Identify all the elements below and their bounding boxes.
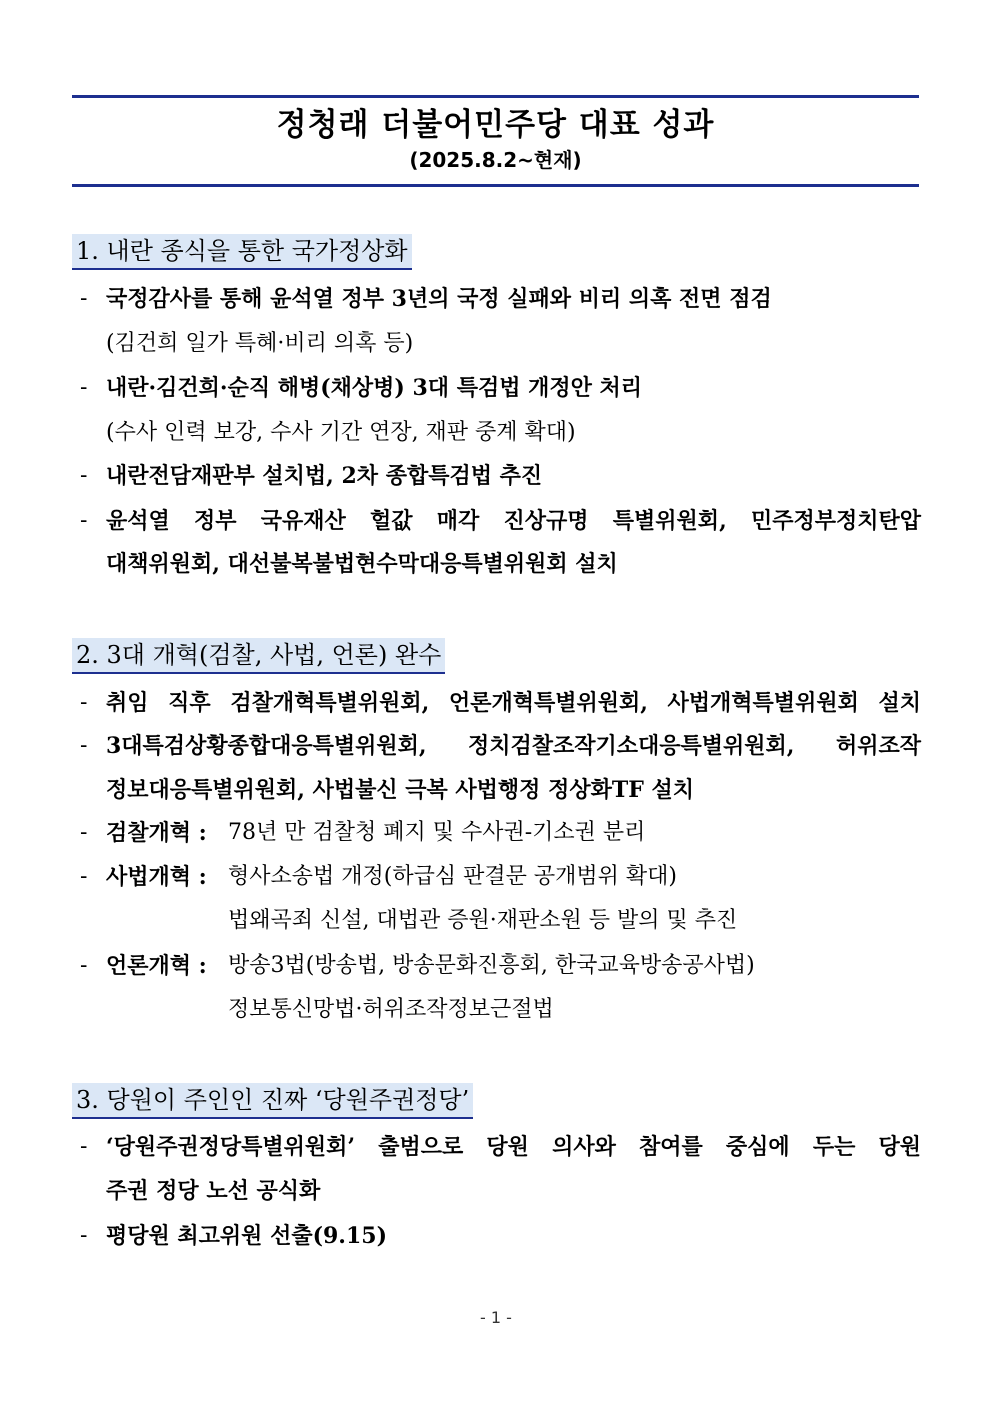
bullet-dash: - — [80, 463, 88, 488]
section-2-item-2-cont: 정보대응특별위원회, 사법불신 극복 사법행정 정상화TF 설치 — [106, 777, 694, 803]
section-3-title: 3. 당원이 주인인 진짜 ‘당원주권정당’ — [72, 1083, 473, 1119]
section-2-title: 2. 3대 개혁(검찰, 사법, 언론) 완수 — [72, 638, 445, 674]
section-3-item-2: 평당원 최고위원 선출(9.15) — [106, 1223, 387, 1249]
section-3-item-1-cont: 주권 정당 노선 공식화 — [106, 1178, 321, 1204]
section-1-title: 1. 내란 종식을 통한 국가정상화 — [72, 234, 412, 270]
section-1-item-4-cont: 대책위원회, 대선불복불법현수막대응특별위원회 설치 — [106, 551, 618, 577]
judicial-reform-detail-2: 법왜곡죄 신설, 대법관 증원·재판소원 등 발의 및 추진 — [228, 908, 738, 933]
section-1-item-4: 윤석열 정부 국유재산 헐값 매각 진상규명 특별위원회, 민주정부정치탄압 — [106, 508, 921, 534]
bullet-dash: - — [80, 733, 88, 758]
media-reform-label: 언론개혁 : — [106, 953, 207, 979]
bullet-dash: - — [80, 953, 88, 978]
document-header — [72, 95, 919, 187]
prosecution-reform-detail: 78년 만 검찰청 폐지 및 수사권-기소권 분리 — [228, 820, 646, 845]
document-title: 정청래 더불어민주당 대표 성과 — [276, 107, 715, 143]
judicial-reform-label: 사법개혁 : — [106, 864, 207, 890]
section-2-item-2: 3대특검상황종합대응특별위원회, 정치검찰조작기소대응특별위원회, 허위조작 — [106, 733, 921, 759]
media-reform-detail-2: 정보통신망법·허위조작정보근절법 — [228, 997, 554, 1022]
section-3-item-1: ‘당원주권정당특별위원회’ 출범으로 당원 의사와 참여를 중심에 두는 당원 — [106, 1134, 921, 1160]
bullet-dash: - — [80, 820, 88, 845]
section-2-item-1: 취임 직후 검찰개혁특별위원회, 언론개혁특별위원회, 사법개혁특별위원회 설치 — [106, 690, 921, 716]
bullet-dash: - — [80, 286, 88, 311]
page-number: - 1 - — [480, 1308, 512, 1327]
bullet-dash: - — [80, 375, 88, 400]
bullet-dash: - — [80, 1134, 88, 1159]
section-1-item-2-detail: (수사 인력 보강, 수사 기간 연장, 재판 중계 확대) — [106, 420, 576, 445]
document-period: (2025.8.2~현재) — [409, 148, 582, 172]
section-1-item-1: 국정감사를 통해 윤석열 정부 3년의 국정 실패와 비리 의혹 전면 점검 — [106, 286, 772, 312]
bullet-dash: - — [80, 1223, 88, 1248]
prosecution-reform-label: 검찰개혁 : — [106, 820, 207, 846]
bullet-dash: - — [80, 508, 88, 533]
bullet-dash: - — [80, 690, 88, 715]
section-1-item-3: 내란전담재판부 설치법, 2차 종합특검법 추진 — [106, 463, 543, 489]
section-1-item-2: 내란·김건희·순직 해병(채상병) 3대 특검법 개정안 처리 — [106, 375, 643, 401]
bullet-dash: - — [80, 864, 88, 889]
judicial-reform-detail-1: 형사소송법 개정(하급심 판결문 공개범위 확대) — [228, 864, 677, 889]
media-reform-detail-1: 방송3법(방송법, 방송문화진흥회, 한국교육방송공사법) — [228, 953, 755, 978]
section-1-item-1-detail: (김건희 일가 특혜·비리 의혹 등) — [106, 331, 414, 356]
